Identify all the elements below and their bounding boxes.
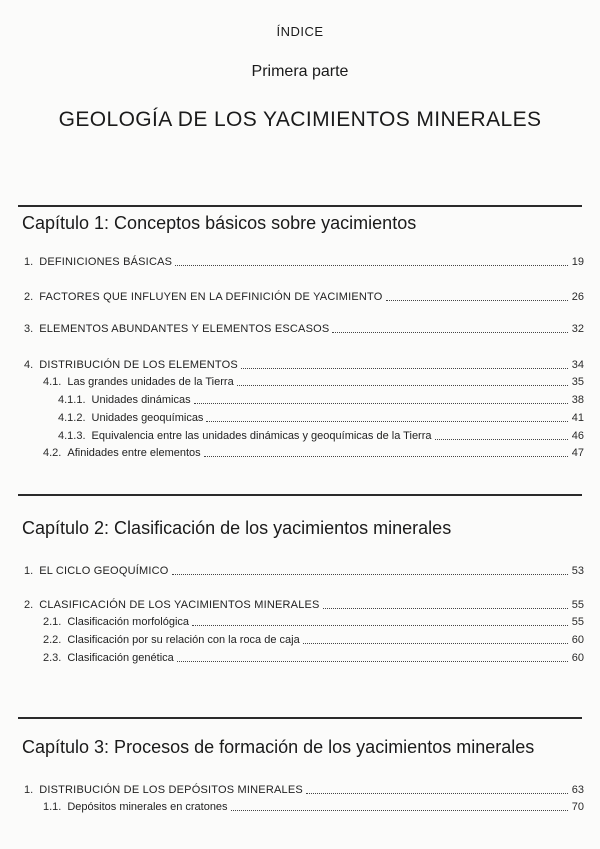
entry-label: DISTRIBUCIÓN DE LOS DEPÓSITOS MINERALES (39, 784, 303, 796)
dot-leader (192, 625, 568, 626)
toc-entry[interactable] (24, 598, 584, 612)
entry-label: Clasificación por su relación con la roca de caja (67, 634, 300, 646)
entry-page: 34 (571, 359, 584, 371)
toc-entry[interactable] (24, 564, 584, 578)
entry-number: 1. (24, 784, 34, 796)
toc-subentry[interactable] (43, 651, 584, 665)
dot-leader (332, 332, 567, 333)
chapter-title: Capítulo 1: Conceptos básicos sobre yacimientos (22, 213, 417, 233)
entry-number: 2.3. (43, 652, 62, 664)
entry-page: 53 (571, 565, 584, 577)
toc-subentry[interactable] (43, 633, 584, 647)
entry-page: 60 (571, 634, 584, 646)
entry-number: 4.1.2. (58, 412, 86, 424)
entry-label: Depósitos minerales en cratones (67, 801, 228, 813)
entry-number: 1. (24, 256, 34, 268)
entry-number: 2.1. (43, 616, 62, 628)
entry-page: 26 (571, 291, 584, 303)
entry-page: 38 (571, 394, 584, 406)
dot-leader (237, 385, 568, 386)
entry-number: 2. (24, 291, 34, 303)
chapter-divider (18, 205, 582, 207)
entry-label: Unidades geoquímicas (91, 412, 204, 424)
toc-subentry[interactable] (43, 375, 584, 389)
part-heading: Primera parte (251, 63, 349, 80)
entry-page: 70 (571, 801, 584, 813)
entry-number: 4.2. (43, 447, 62, 459)
entry-label: Clasificación morfológica (67, 616, 190, 628)
toc-subentry[interactable] (43, 615, 584, 629)
toc-subentry[interactable] (58, 393, 584, 407)
entry-label: Unidades dinámicas (91, 394, 191, 406)
dot-leader (172, 574, 568, 575)
entry-number: 3. (24, 323, 34, 335)
entry-page: 47 (571, 447, 584, 459)
entry-label: FACTORES QUE INFLUYEN EN LA DEFINICIÓN DE YACIMIENTO (39, 291, 383, 303)
entry-number: 4.1.3. (58, 430, 86, 442)
toc-entry[interactable] (24, 255, 584, 269)
entry-label: Clasificación genética (67, 652, 174, 664)
chapter-title: Capítulo 3: Procesos de formación de los yacimientos minerales (22, 737, 535, 757)
entry-number: 1.1. (43, 801, 62, 813)
dot-leader (435, 439, 568, 440)
toc-entry[interactable] (24, 783, 584, 797)
entry-label: CLASIFICACIÓN DE LOS YACIMIENTOS MINERALES (39, 599, 320, 611)
toc-entry[interactable] (24, 290, 584, 304)
dot-leader (241, 368, 568, 369)
entry-number: 2. (24, 599, 34, 611)
toc-subentry[interactable] (58, 411, 584, 425)
index-heading: ÍNDICE (276, 24, 324, 39)
dot-leader (306, 793, 568, 794)
entry-page: 41 (571, 412, 584, 424)
dot-leader (194, 403, 568, 404)
entry-page: 63 (571, 784, 584, 796)
dot-leader (204, 456, 568, 457)
entry-label: ELEMENTOS ABUNDANTES Y ELEMENTOS ESCASOS (39, 323, 330, 335)
entry-page: 55 (571, 599, 584, 611)
entry-number: 4.1. (43, 376, 62, 388)
entry-label: Afinidades entre elementos (67, 447, 201, 459)
dot-leader (206, 421, 567, 422)
entry-page: 60 (571, 652, 584, 664)
entry-page: 35 (571, 376, 584, 388)
dot-leader (177, 661, 568, 662)
toc-subentry[interactable] (43, 800, 584, 814)
entry-number: 1. (24, 565, 34, 577)
dot-leader (303, 643, 568, 644)
entry-number: 4.1.1. (58, 394, 86, 406)
toc-entry[interactable] (24, 322, 584, 336)
entry-page: 55 (571, 616, 584, 628)
dot-leader (323, 608, 568, 609)
entry-page: 32 (571, 323, 584, 335)
entry-page: 19 (571, 256, 584, 268)
dot-leader (386, 300, 568, 301)
entry-label: EL CICLO GEOQUÍMICO (39, 565, 169, 577)
entry-label: Las grandes unidades de la Tierra (67, 376, 234, 388)
chapter-title: Capítulo 2: Clasificación de los yacimientos minerales (22, 518, 452, 538)
entry-page: 46 (571, 430, 584, 442)
dot-leader (231, 810, 568, 811)
entry-label: DEFINICIONES BÁSICAS (39, 256, 173, 268)
toc-subentry[interactable] (43, 446, 584, 460)
chapter-divider (18, 717, 582, 719)
toc-entry[interactable] (24, 358, 584, 372)
toc-subentry[interactable] (58, 429, 584, 443)
section-title: GEOLOGÍA DE LOS YACIMIENTOS MINERALES (58, 108, 542, 131)
dot-leader (175, 265, 568, 266)
entry-number: 4. (24, 359, 34, 371)
entry-number: 2.2. (43, 634, 62, 646)
entry-label: DISTRIBUCIÓN DE LOS ELEMENTOS (39, 359, 238, 371)
chapter-divider (18, 494, 582, 496)
entry-label: Equivalencia entre las unidades dinámicas y geoquímicas de la Tierra (91, 430, 432, 442)
